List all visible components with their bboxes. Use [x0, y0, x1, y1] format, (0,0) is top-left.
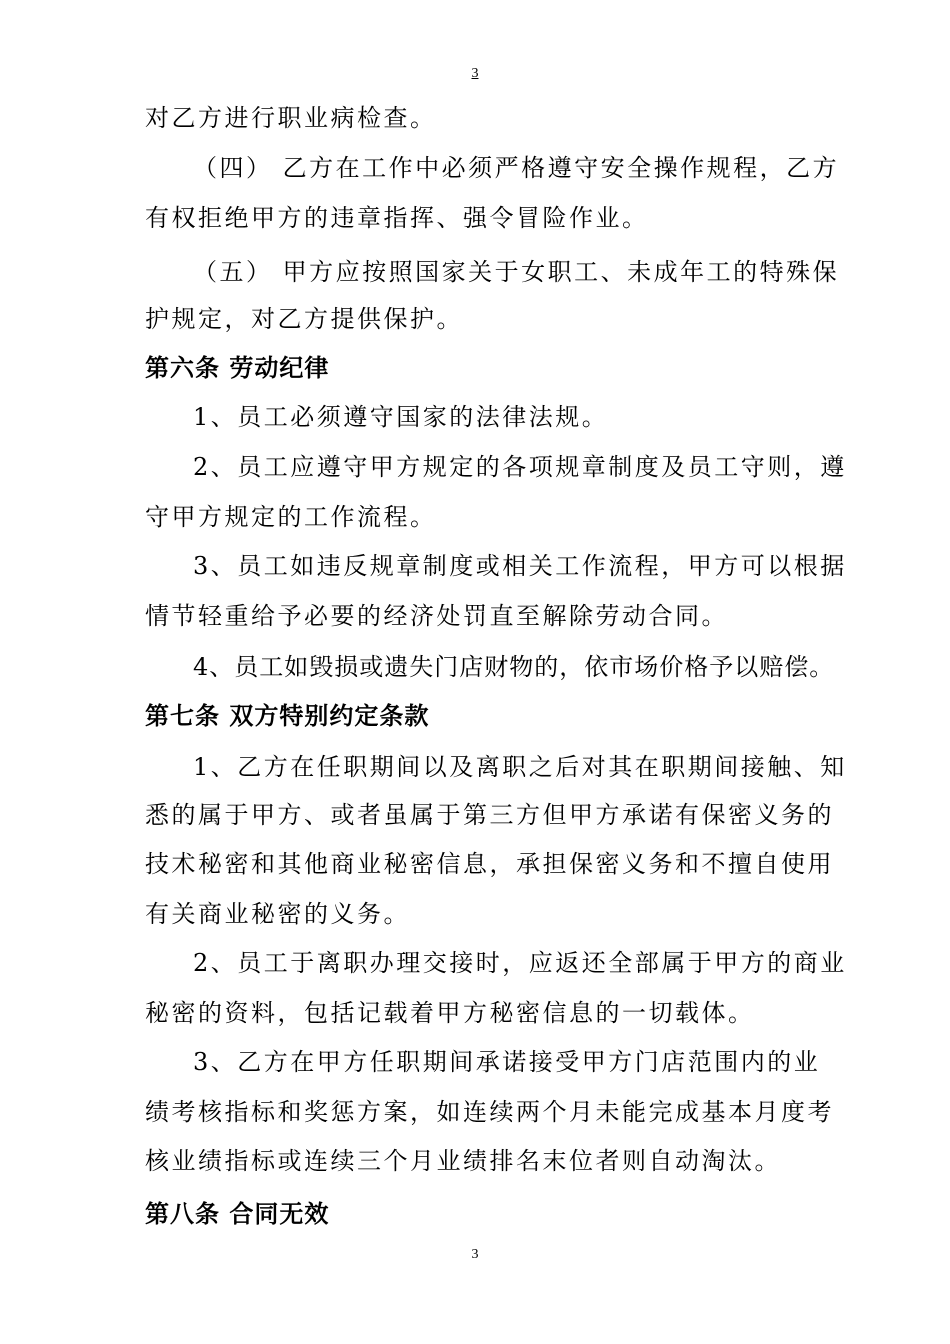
- page-number-top-text: 3: [471, 66, 479, 81]
- paragraph-line: 守甲方规定的工作流程。: [145, 503, 437, 531]
- section-heading: 第八条 合同无效: [145, 1199, 330, 1228]
- paragraph-line: 情节轻重给予必要的经济处罚直至解除劳动合同。: [145, 602, 728, 630]
- paragraph-line: （五） 甲方应按照国家关于女职工、未成年工的特殊保: [193, 258, 840, 286]
- paragraph-line: 1、乙方在任职期间以及离职之后对其在职期间接触、知: [193, 753, 847, 781]
- section-heading: 第七条 双方特别约定条款: [145, 701, 430, 730]
- paragraph-line: 秘密的资料，包括记载着甲方秘密信息的一切载体。: [145, 999, 755, 1027]
- paragraph-line: 对乙方进行职业病检查。: [145, 104, 437, 132]
- paragraph-line: 核业绩指标或连续三个月业绩排名末位者则自动淘汰。: [145, 1147, 781, 1175]
- paragraph-line: 有权拒绝甲方的违章指挥、强令冒险作业。: [145, 204, 649, 232]
- paragraph-line: 4、员工如毁损或遗失门店财物的，依市场价格予以赔偿。: [193, 653, 835, 681]
- paragraph-line: 2、员工应遵守甲方规定的各项规章制度及员工守则，遵: [193, 453, 847, 481]
- paragraph-line: 2、员工于离职办理交接时，应返还全部属于甲方的商业: [193, 949, 847, 977]
- section-heading: 第六条 劳动纪律: [145, 353, 330, 382]
- paragraph-line: 悉的属于甲方、或者虽属于第三方但甲方承诺有保密义务的: [145, 801, 834, 829]
- paragraph-line: 技术秘密和其他商业秘密信息，承担保密义务和不擅自使用: [145, 850, 834, 878]
- page-number-top: [0, 66, 950, 82]
- paragraph-line: 1、员工必须遵守国家的法律法规。: [193, 403, 609, 431]
- paragraph-line: 有关商业秘密的义务。: [145, 900, 410, 928]
- page-number-bottom: 3: [471, 1247, 479, 1262]
- paragraph-line: 护规定，对乙方提供保护。: [145, 305, 463, 333]
- paragraph-line: 3、员工如违反规章制度或相关工作流程，甲方可以根据: [193, 552, 847, 580]
- paragraph-line: 绩考核指标和奖惩方案，如连续两个月未能完成基本月度考: [145, 1098, 834, 1126]
- paragraph-line: 3、乙方在甲方任职期间承诺接受甲方门店范围内的业: [193, 1048, 821, 1076]
- paragraph-line: （四） 乙方在工作中必须严格遵守安全操作规程，乙方: [193, 154, 840, 182]
